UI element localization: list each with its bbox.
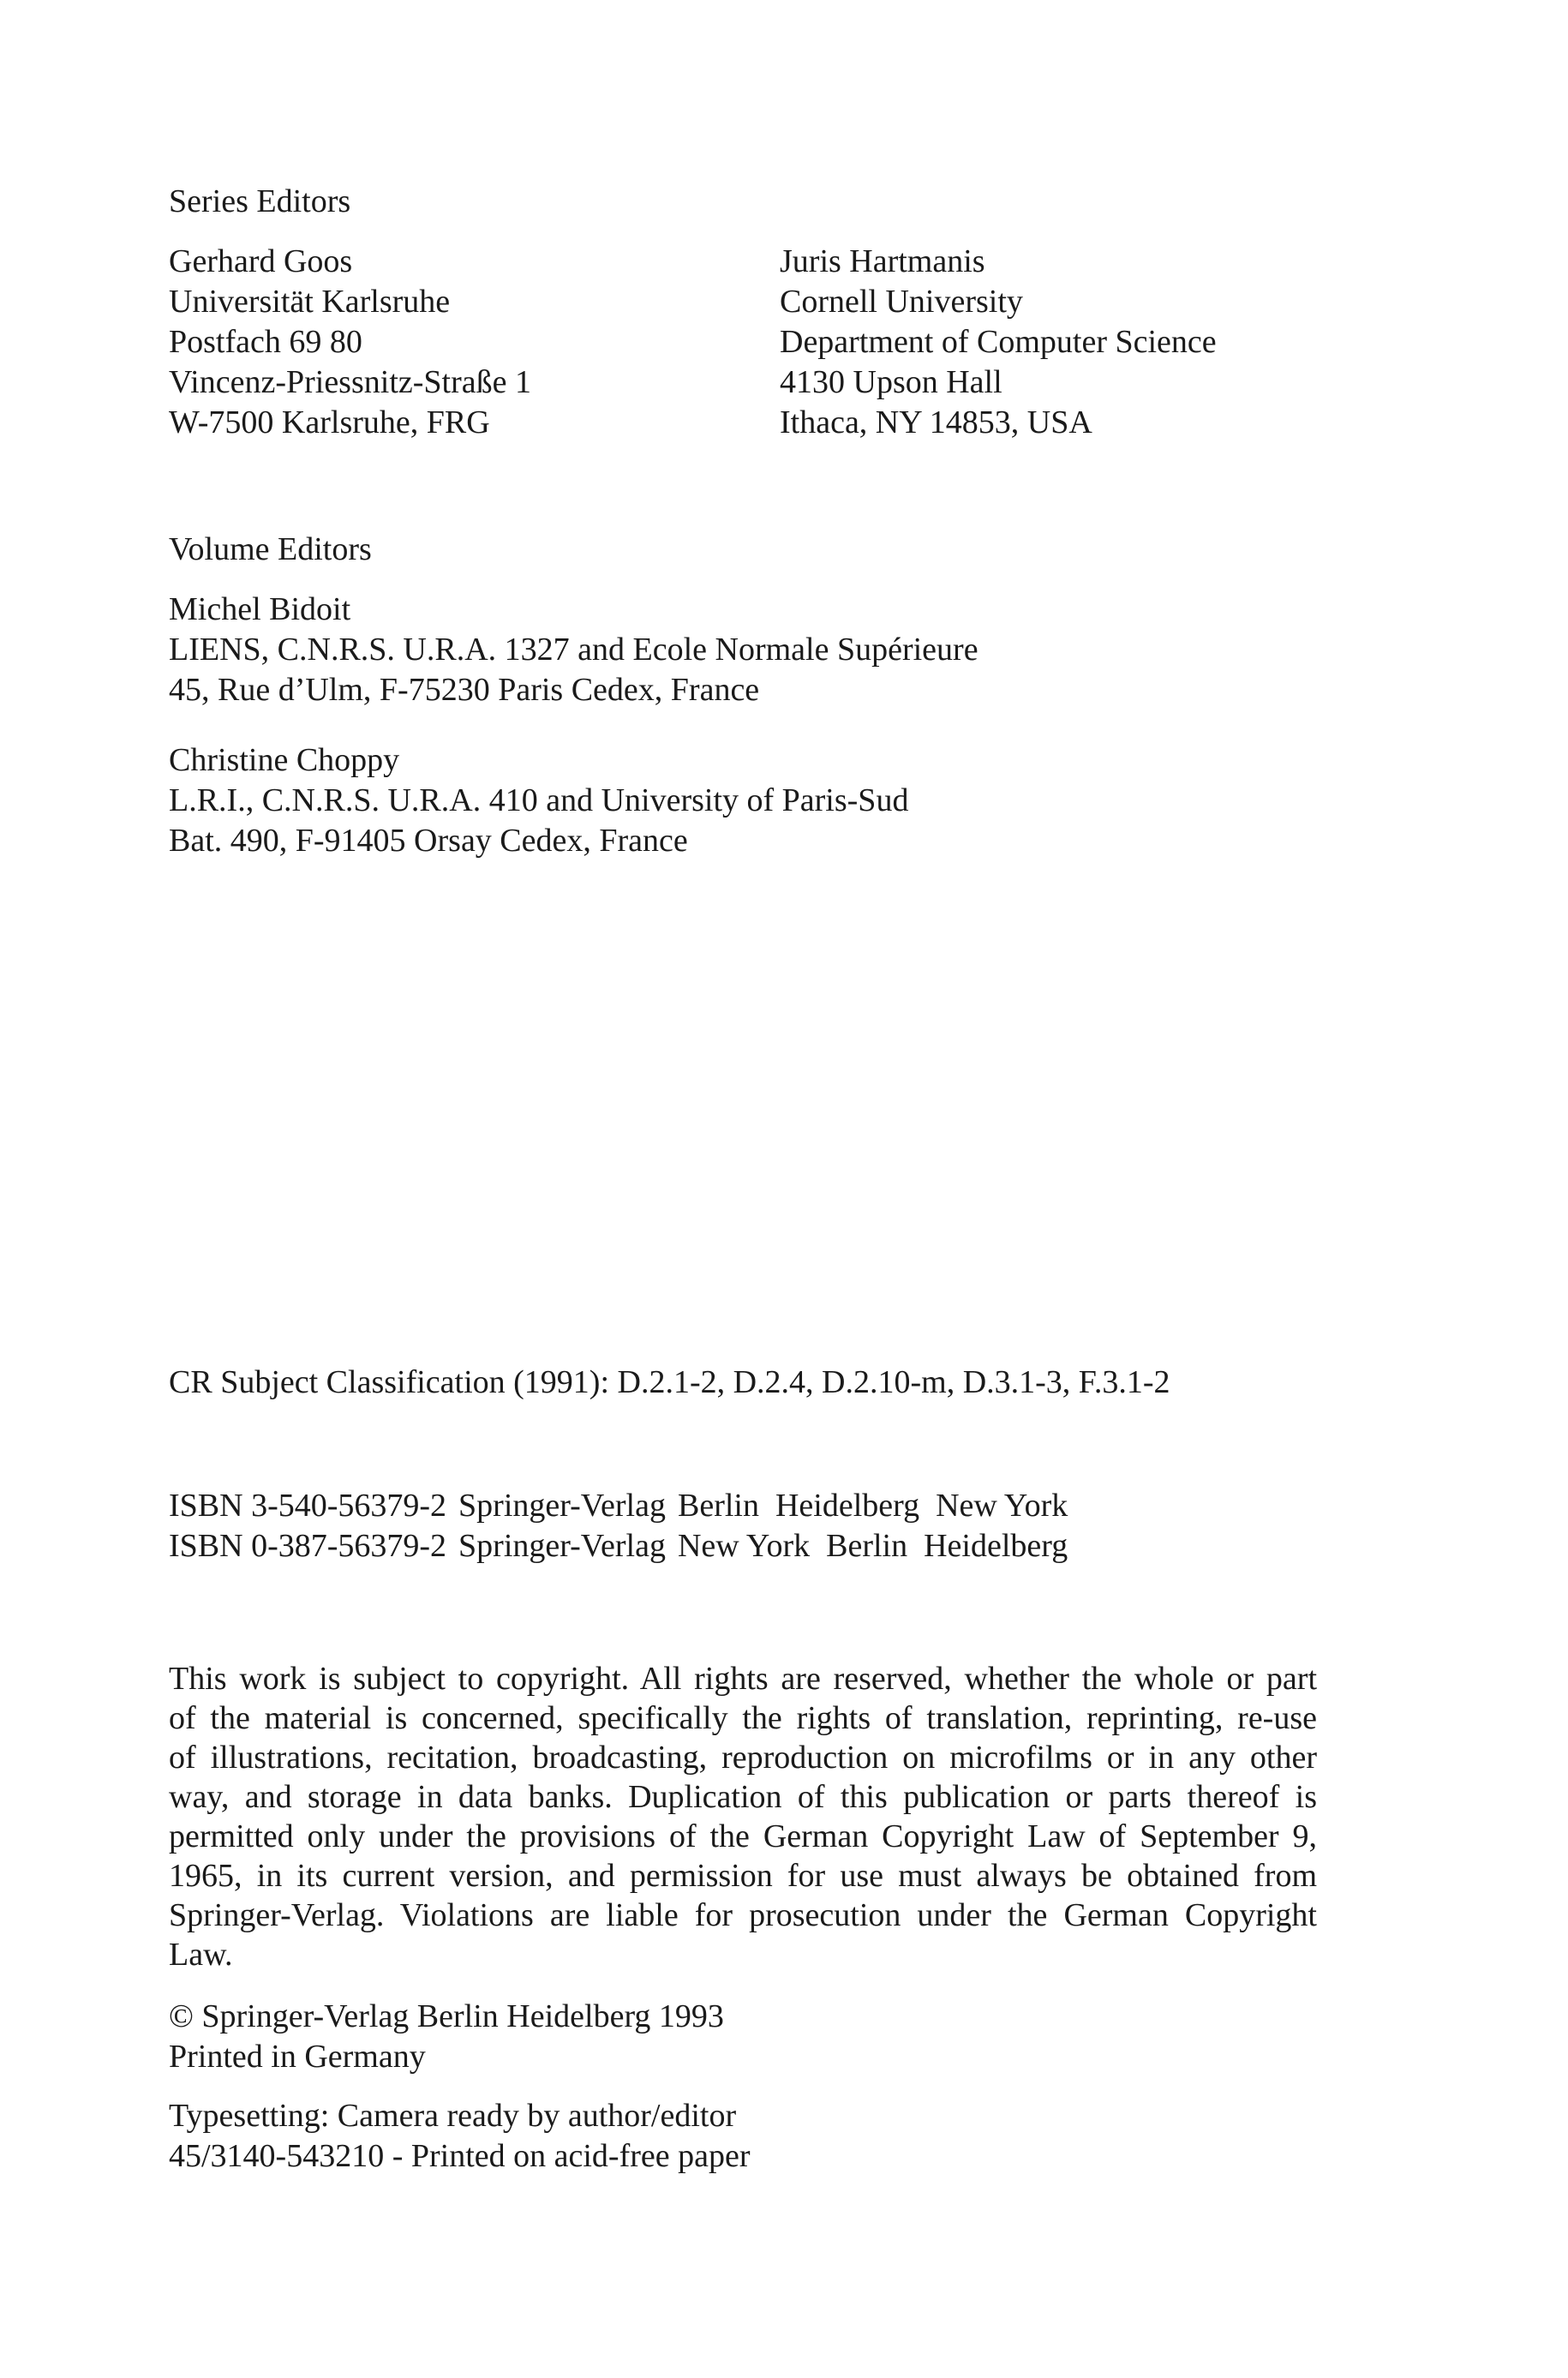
isbn-list [169,1486,1080,1566]
editor-bidoit-address [169,590,979,710]
isbn-cities: New York Berlin Heidelberg [677,1528,1068,1564]
address-line: Gerhard Goos [169,243,353,279]
copyright-line: © Springer-Verlag Berlin Heidelberg 1993 [169,1998,724,2034]
address-line: Cornell University [780,284,1023,320]
address-line: Bat. 490, F-91405 Orsay Cedex, France [169,823,688,859]
address-line: Christine Choppy [169,742,400,778]
address-line: Michel Bidoit [169,591,351,627]
paragraph-line: permitted only under the provisions of the German Copyright Law of September 9, [169,1818,1317,1854]
printing-code-line: 45/3140-543210 - Printed on acid-free paper [169,2138,751,2174]
paragraph-line: Springer-Verlag. Violations are liable for prosecution under the German Copyright [169,1897,1317,1933]
address-line: Postfach 69 80 [169,324,362,360]
typesetting-line: Typesetting: Camera ready by author/editor [169,2098,737,2134]
address-line: 4130 Upson Hall [780,364,1002,400]
printed-in-line: Printed in Germany [169,2039,426,2075]
address-line: Department of Computer Science [780,324,1217,360]
address-line: Juris Hartmanis [780,243,985,279]
volume-editors-heading: Volume Editors [169,531,372,567]
isbn-row [169,1486,1080,1526]
address-line: 45, Rue d’Ulm, F-75230 Paris Cedex, France [169,672,760,708]
editor-hartmanis-address [780,242,1217,443]
isbn-number: ISBN 3-540-56379-2 [169,1488,447,1524]
isbn-row [169,1526,1080,1566]
isbn-publisher: Springer-Verlag [458,1488,666,1524]
copyright-notice [169,1997,724,2077]
address-line: L.R.I., C.N.R.S. U.R.A. 410 and University of Paris-Sud [169,782,909,818]
paragraph-line: of the material is concerned, specifically the rights of translation, reprinting, re-use [169,1700,1317,1736]
editor-choppy-address [169,740,908,861]
cr-subject-classification: CR Subject Classification (1991): D.2.1-2, D.2.4, D.2.10-m, D.3.1-3, F.3.1-2 [169,1364,1170,1400]
address-line: LIENS, C.N.R.S. U.R.A. 1327 and Ecole Normale Supérieure [169,632,979,668]
isbn-publisher: Springer-Verlag [458,1528,666,1564]
address-line: Universität Karlsruhe [169,284,451,320]
address-line: Ithaca, NY 14853, USA [780,404,1092,440]
paragraph-line: This work is subject to copyright. All rights are reserved, whether the whole or part [169,1661,1317,1697]
paragraph-line: way, and storage in data banks. Duplication of this publication or parts thereof is [169,1779,1317,1815]
paragraph-line: Law. [169,1937,233,1973]
isbn-cities: Berlin Heidelberg New York [677,1488,1068,1524]
copyright-paragraph [169,1659,1317,1974]
typesetting-note [169,2096,751,2177]
editor-goos-address [169,242,531,443]
paragraph-line: of illustrations, recitation, broadcasting, reproduction on microfilms or in any other [169,1740,1317,1776]
series-editors-heading: Series Editors [169,183,351,219]
paragraph-line: 1965, in its current version, and permission for use must always be obtained from [169,1858,1317,1894]
isbn-number: ISBN 0-387-56379-2 [169,1528,447,1564]
address-line: W-7500 Karlsruhe, FRG [169,404,490,440]
address-line: Vincenz-Priessnitz-Straße 1 [169,364,531,400]
